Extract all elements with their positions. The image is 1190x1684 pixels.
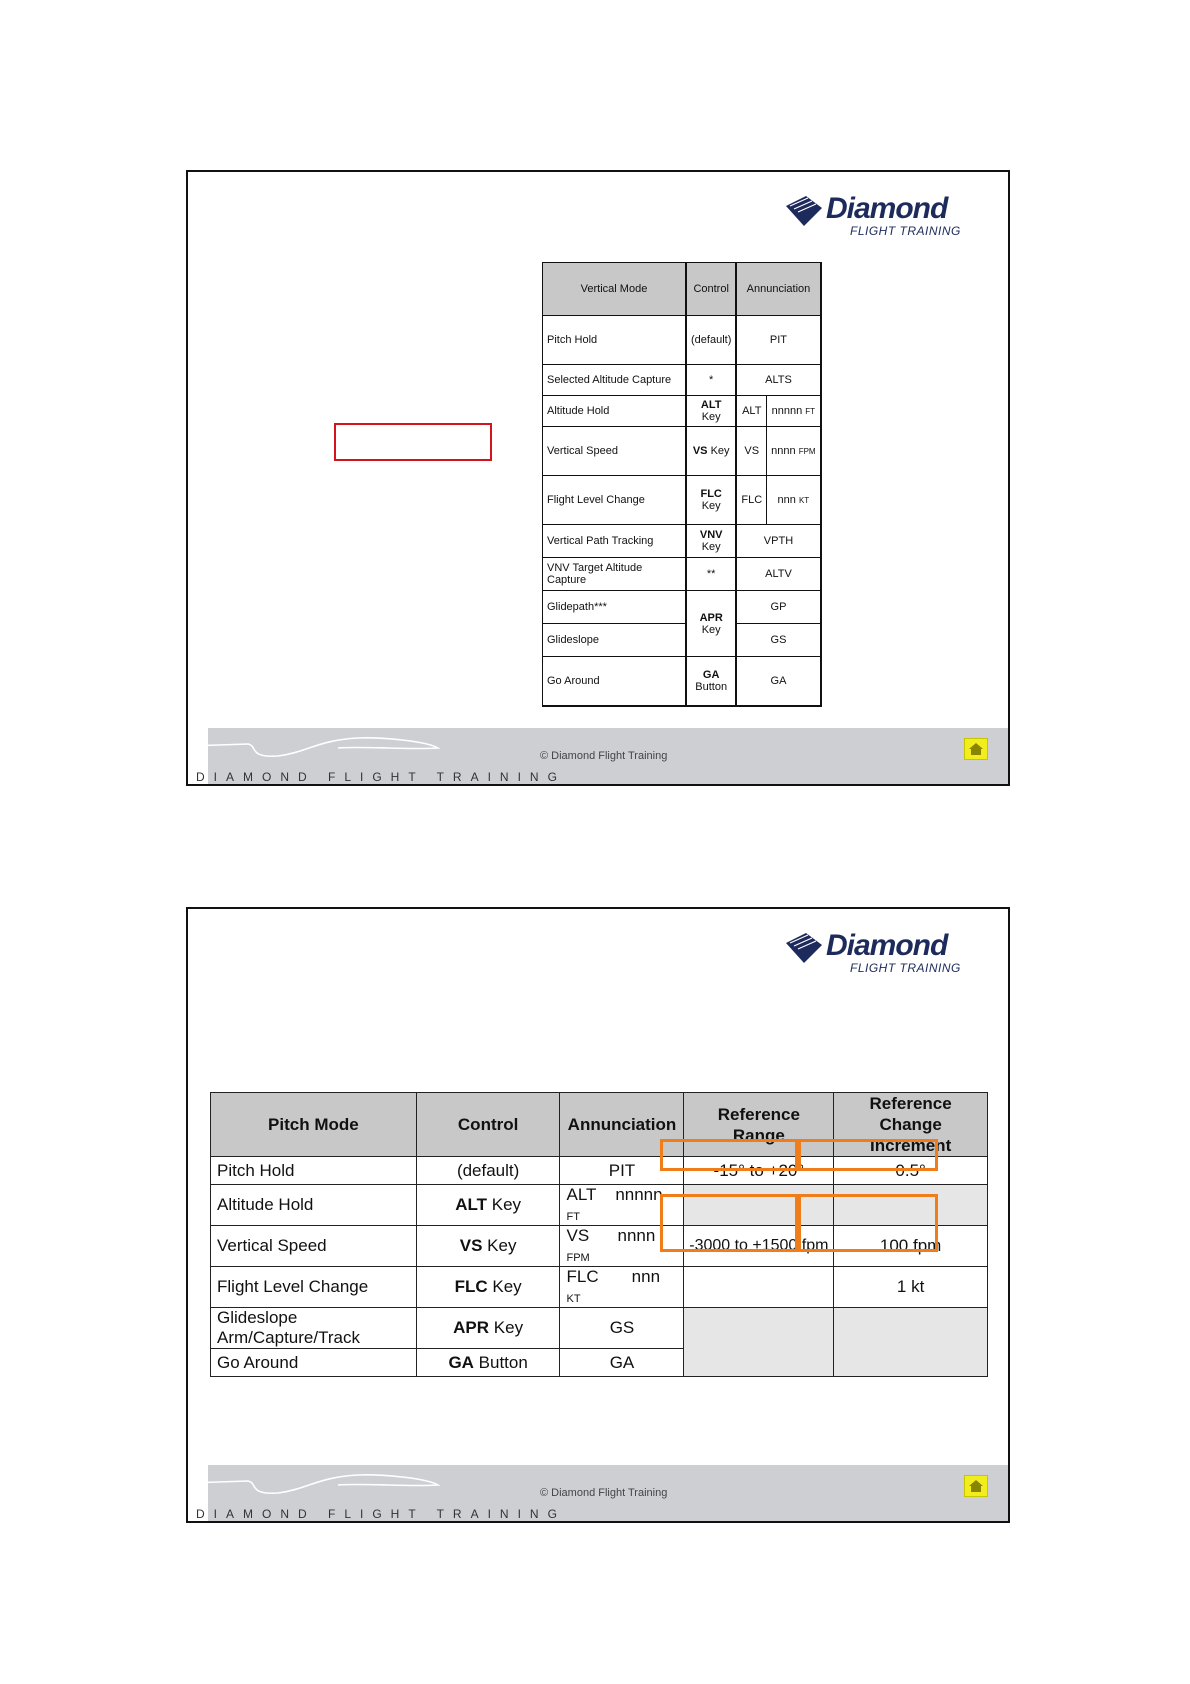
slide-1 [186, 170, 1010, 786]
table-row [211, 1267, 988, 1308]
cell-reference-range: -15° to +20° [684, 1157, 834, 1185]
home-icon [968, 742, 984, 756]
cell-control: ALT Key [416, 1185, 560, 1226]
cell-annunciation-left: ALT [736, 396, 766, 427]
cell-annunciation-right: nnn KT [767, 476, 821, 525]
footer-wordmark: DIAMOND FLIGHT TRAINING [196, 770, 566, 784]
cell-reference-range-empty [684, 1308, 834, 1377]
aircraft-swoosh-icon [188, 1469, 448, 1499]
header-control: Control [416, 1093, 560, 1157]
cell-control: APR Key [686, 591, 736, 657]
table-row [543, 427, 821, 476]
cell-control: VS Key [686, 427, 736, 476]
cell-reference-increment-empty [834, 1308, 988, 1377]
slide-2 [186, 907, 1010, 1523]
logo-brand: Diamond [826, 929, 948, 962]
cell-control: (default) [686, 316, 736, 365]
cell-annunciation-right: nnnn FPM [767, 427, 821, 476]
table-row [543, 316, 821, 365]
cell-annunciation-right: nnnnn FT [767, 396, 821, 427]
table-row [211, 1308, 988, 1349]
cell-control: VNV Key [686, 525, 736, 558]
cell-annunciation: ALTV [736, 558, 820, 591]
cell-mode: Pitch Hold [211, 1157, 417, 1185]
diamond-logo [784, 192, 964, 242]
cell-annunciation: ALT nnnnn FT [560, 1185, 684, 1226]
cell-mode: Altitude Hold [543, 396, 687, 427]
cell-control: (default) [416, 1157, 560, 1185]
cell-control: APR Key [416, 1308, 560, 1349]
table-row [543, 525, 821, 558]
cell-control: FLC Key [686, 476, 736, 525]
orange-highlight-range-pitch [660, 1139, 798, 1171]
cell-annunciation: PIT [736, 316, 820, 365]
home-icon [968, 1479, 984, 1493]
cell-reference-range: -3000 to +1500 fpm [684, 1226, 834, 1267]
cell-mode: Glidepath*** [543, 591, 687, 624]
cell-annunciation: ALTS [736, 365, 820, 396]
header-vertical-mode: Vertical Mode [543, 263, 687, 316]
cell-annunciation: GA [560, 1349, 684, 1377]
cell-annunciation: GS [736, 624, 820, 657]
header-annunciation: Annunciation [560, 1093, 684, 1157]
red-highlight-box [334, 423, 492, 461]
cell-mode: Go Around [543, 657, 687, 707]
cell-annunciation-left: FLC [736, 476, 766, 525]
logo-subtitle: FLIGHT TRAINING [850, 224, 961, 238]
table-row [543, 558, 821, 591]
cell-annunciation: VS nnnn FPM [560, 1226, 684, 1267]
table-row [543, 365, 821, 396]
header-annunciation: Annunciation [736, 263, 820, 316]
home-button[interactable] [964, 1475, 988, 1497]
cell-mode: Pitch Hold [543, 316, 687, 365]
cell-annunciation: VPTH [736, 525, 820, 558]
cell-mode: VNV Target Altitude Capture [543, 558, 687, 591]
table-row [543, 624, 821, 657]
table-row [543, 591, 821, 624]
cell-mode: Flight Level Change [543, 476, 687, 525]
slide-footer [188, 728, 1008, 784]
diamond-wing-icon [784, 931, 824, 965]
cell-mode: Vertical Speed [211, 1226, 417, 1267]
vertical-mode-table [542, 262, 822, 707]
cell-annunciation: GA [736, 657, 820, 707]
cell-control: GA Button [686, 657, 736, 707]
diamond-logo [784, 929, 964, 979]
footer-wordmark: DIAMOND FLIGHT TRAINING [196, 1507, 566, 1521]
cell-mode: Vertical Speed [543, 427, 687, 476]
slide-footer [188, 1465, 1008, 1521]
aircraft-swoosh-icon [188, 732, 448, 762]
orange-highlight-increment-vs-flc [798, 1194, 938, 1252]
cell-annunciation: GS [560, 1308, 684, 1349]
footer-copyright: © Diamond Flight Training [540, 1487, 668, 1499]
logo-brand: Diamond [826, 192, 948, 225]
header-pitch-mode: Pitch Mode [211, 1093, 417, 1157]
cell-mode: Glideslope Arm/Capture/Track [211, 1308, 417, 1349]
cell-mode: Vertical Path Tracking [543, 525, 687, 558]
header-reference-change-increment: Reference Change Increment [834, 1093, 988, 1157]
cell-annunciation: GP [736, 591, 820, 624]
footer-copyright: © Diamond Flight Training [540, 750, 668, 762]
cell-mode: Go Around [211, 1349, 417, 1377]
header-control: Control [686, 263, 736, 316]
cell-reference-range [684, 1267, 834, 1308]
cell-mode: Altitude Hold [211, 1185, 417, 1226]
cell-annunciation: PIT [560, 1157, 684, 1185]
cell-reference-increment: 0.5° [834, 1157, 988, 1185]
diamond-wing-icon [784, 194, 824, 228]
cell-control: * [686, 365, 736, 396]
cell-mode: Glideslope [543, 624, 687, 657]
cell-control: GA Button [416, 1349, 560, 1377]
table-row [543, 396, 821, 427]
table-row [543, 657, 821, 707]
table-row [543, 476, 821, 525]
cell-mode: Selected Altitude Capture [543, 365, 687, 396]
home-button[interactable] [964, 738, 988, 760]
orange-highlight-increment-pitch [798, 1139, 938, 1171]
cell-control: ** [686, 558, 736, 591]
logo-subtitle: FLIGHT TRAINING [850, 961, 961, 975]
cell-annunciation-left: VS [736, 427, 766, 476]
cell-annunciation: FLC nnn KT [560, 1267, 684, 1308]
cell-mode: Flight Level Change [211, 1267, 417, 1308]
cell-reference-increment: 100 fpm [834, 1226, 988, 1267]
header-reference-range: Reference Range [684, 1093, 834, 1157]
cell-reference-increment: 1 kt [834, 1267, 988, 1308]
cell-control: VS Key [416, 1226, 560, 1267]
cell-control: ALT Key [686, 396, 736, 427]
orange-highlight-range-vs-flc [660, 1194, 798, 1252]
cell-control: FLC Key [416, 1267, 560, 1308]
